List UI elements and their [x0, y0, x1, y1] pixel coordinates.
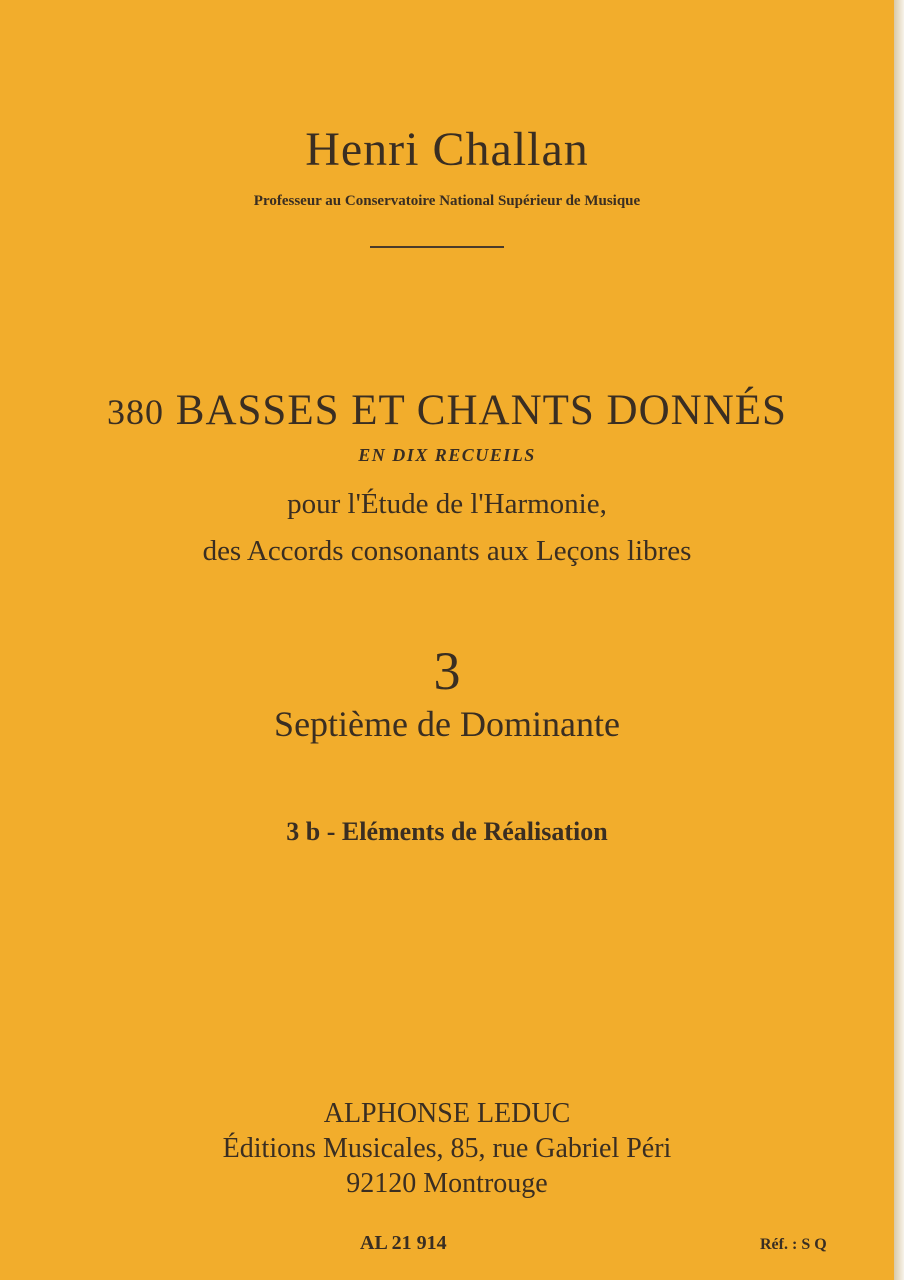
author-name: Henri Challan: [305, 123, 589, 176]
book-subtitle: EN DIX RECUEILS: [358, 445, 536, 465]
publisher-address: Éditions Musicales, 85, rue Gabriel Péri: [222, 1133, 672, 1164]
divider-rule: [370, 246, 504, 248]
publisher-city: 92120 Montrouge: [346, 1168, 548, 1199]
page-edge: [894, 0, 904, 1280]
purpose-line-1: pour l'Étude de l'Harmonie,: [287, 488, 607, 520]
author-affiliation: Professeur au Conservatoire National Supérieur de Musique: [253, 193, 641, 209]
volume-title: Septième de Dominante: [274, 704, 620, 744]
catalog-number: AL 21 914: [360, 1232, 447, 1254]
reference-code: Réf. : S Q: [760, 1236, 827, 1253]
title-text: BASSES ET CHANTS DONNÉS: [175, 387, 787, 434]
publisher-name: ALPHONSE LEDUC: [323, 1098, 571, 1129]
volume-number: 3: [433, 641, 461, 701]
purpose-line-2: des Accords consonants aux Leçons libres: [202, 535, 692, 567]
book-title: [0, 386, 894, 435]
title-number: 380: [107, 392, 165, 432]
part-title: 3 b - Eléments de Réalisation: [286, 817, 608, 846]
